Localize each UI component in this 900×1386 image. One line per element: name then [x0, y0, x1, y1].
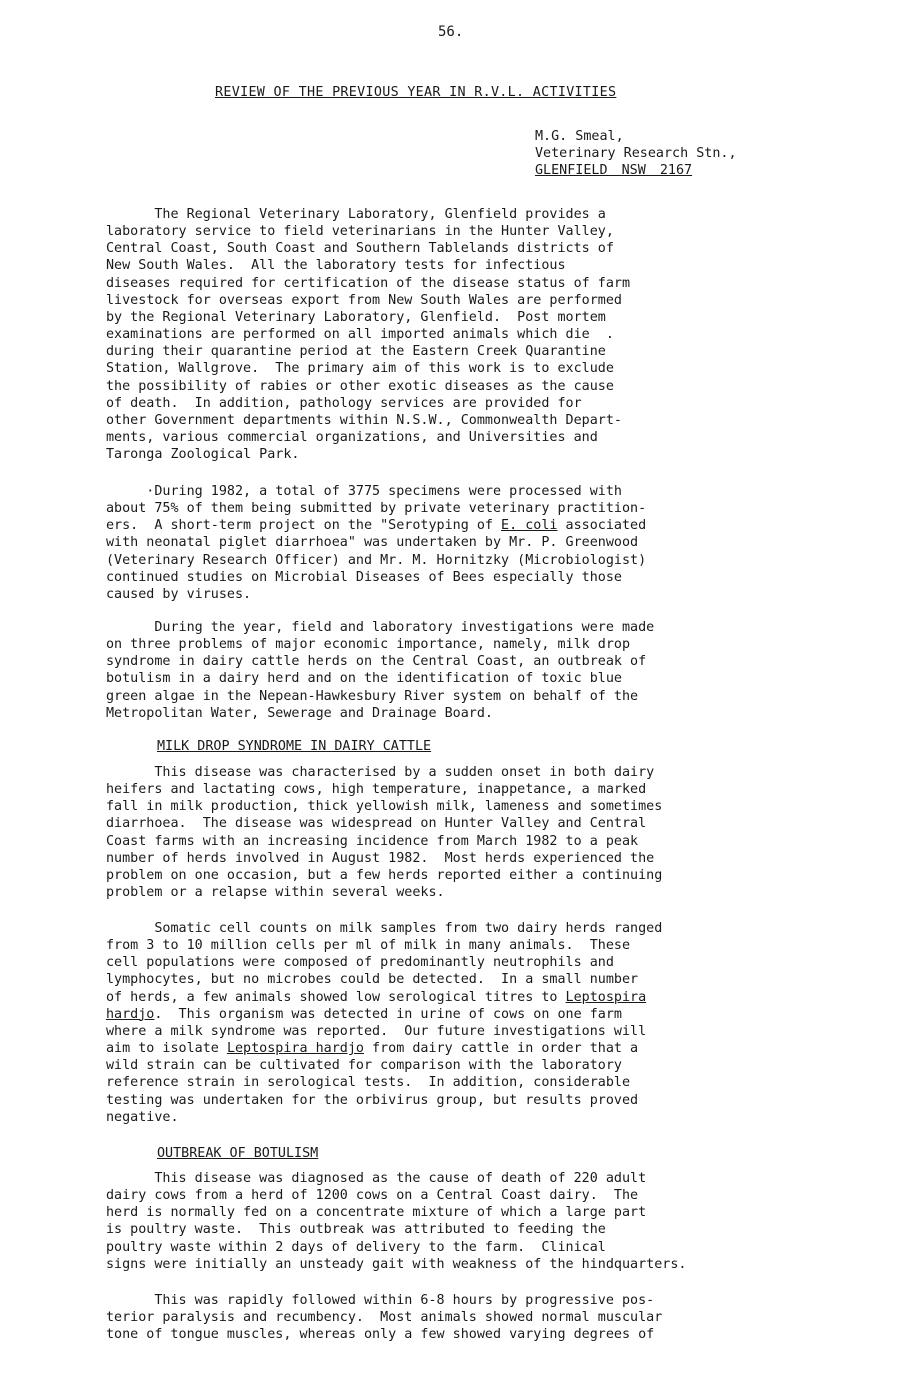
text-line: Somatic cell counts on milk samples from two dairy herds ranged	[106, 921, 663, 936]
text-line: laboratory service to field veterinarians in the Hunter Valley,	[106, 224, 614, 240]
text-line: ments, various commercial organizations, and Universities and	[106, 430, 598, 446]
text-line: where a milk syndrome was reported. Our future investigations will	[106, 1023, 647, 1039]
paragraph-botulism-description	[106, 1170, 806, 1273]
text-line: Station, Wallgrove. The primary aim of this work is to exclude	[106, 361, 614, 377]
heading-milk-drop-syndrome: MILK DROP SYNDROME IN DAIRY CATTLE	[157, 739, 432, 754]
paragraph-somatic-cell-counts	[106, 920, 806, 1126]
paragraph-botulism-clinical	[106, 1292, 806, 1343]
paragraph-specimens	[106, 483, 806, 603]
text-line: diseases required for certification of the disease status of farm	[106, 275, 631, 291]
text-line: of herds, a few animals showed low serological titres to Leptospira	[106, 989, 647, 1005]
text-line: other Government departments within N.S.W., Commonwealth Depart-	[106, 412, 622, 428]
text-line: New South Wales. All the laboratory tests for infectious	[106, 258, 566, 274]
text-line: wild strain can be cultivated for comparison with the laboratory	[106, 1058, 622, 1074]
text-line: This was rapidly followed within 6-8 hours by progressive pos-	[106, 1293, 655, 1308]
text-line: poultry waste within 2 days of delivery to the farm. Clinical	[106, 1239, 606, 1255]
text-line: terior paralysis and recumbency. Most animals showed normal muscular	[106, 1310, 663, 1326]
text-line: signs were initially an unsteady gait with weakness of the hindquarters.	[106, 1256, 687, 1272]
author-affiliation: Veterinary Research Stn.,	[535, 146, 737, 161]
text-line: from 3 to 10 million cells per ml of milk in many animals. These	[106, 938, 631, 954]
text-line: herd is normally fed on a concentrate mixture of which a large part	[106, 1205, 647, 1221]
text-line: lymphocytes, but no microbes could be detected. In a small number	[106, 972, 639, 988]
text-line: Metropolitan Water, Sewerage and Drainage Board.	[106, 705, 493, 721]
text-line: caused by viruses.	[106, 586, 252, 602]
text-line: This disease was characterised by a sudden onset in both dairy	[106, 765, 655, 780]
author-address: GLENFIELD NSW 2167	[535, 163, 693, 178]
author-block	[535, 128, 737, 179]
text-line: is poultry waste. This outbreak was attributed to feeding the	[106, 1222, 606, 1238]
text-line: on three problems of major economic importance, namely, milk drop	[106, 637, 631, 653]
paragraph-investigations	[106, 619, 806, 722]
text-line: examinations are performed on all imported animals which die .	[106, 327, 614, 343]
text-line: testing was undertaken for the orbivirus group, but results proved	[106, 1092, 639, 1108]
text-line: continued studies on Microbial Diseases of Bees especially those	[106, 569, 622, 585]
text-line: cell populations were composed of predominantly neutrophils and	[106, 955, 614, 971]
text-line: by the Regional Veterinary Laboratory, Glenfield. Post mortem	[106, 309, 606, 325]
text-line: number of herds involved in August 1982. Most herds experienced the	[106, 850, 655, 866]
text-line: livestock for overseas export from New South Wales are performed	[106, 292, 622, 308]
text-line: green algae in the Nepean-Hawkesbury River system on behalf of the	[106, 688, 639, 704]
text-line: fall in milk production, thick yellowish milk, lameness and sometimes	[106, 799, 663, 815]
text-line: Taronga Zoological Park.	[106, 447, 300, 463]
text-line: of death. In addition, pathology services are provided for	[106, 395, 582, 411]
text-line: problem or a relapse within several weeks.	[106, 885, 445, 901]
text-line: syndrome in dairy cattle herds on the Central Coast, an outbreak of	[106, 654, 647, 670]
text-line: reference strain in serological tests. In addition, considerable	[106, 1075, 631, 1091]
text-line: During the year, field and laboratory investigations were made	[106, 620, 655, 635]
text-line: Central Coast, South Coast and Southern Tablelands districts of	[106, 241, 614, 257]
text-line: problem on one occasion, but a few herds reported either a continuing	[106, 867, 663, 883]
text-line: aim to isolate Leptospira hardjo from dairy cattle in order that a	[106, 1041, 639, 1057]
text-line: the possibility of rabies or other exotic diseases as the cause	[106, 378, 614, 394]
text-line: (Veterinary Research Officer) and Mr. M. Hornitzky (Microbiologist)	[106, 552, 647, 568]
text-line: hardjo. This organism was detected in urine of cows on one farm	[106, 1006, 622, 1022]
page-number: 56.	[438, 24, 464, 40]
heading-botulism: OUTBREAK OF BOTULISM	[157, 1146, 319, 1161]
text-line: The Regional Veterinary Laboratory, Glenfield provides a	[106, 207, 606, 222]
text-line: botulism in a dairy herd and on the identification of toxic blue	[106, 671, 622, 687]
text-line: This disease was diagnosed as the cause of death of 220 adult	[106, 1171, 647, 1186]
text-line: dairy cows from a herd of 1200 cows on a Central Coast dairy. The	[106, 1188, 639, 1204]
document-title: REVIEW OF THE PREVIOUS YEAR IN R.V.L. ACTIVITIES	[215, 85, 617, 100]
text-line: Coast farms with an increasing incidence from March 1982 to a peak	[106, 833, 639, 849]
author-name: M.G. Smeal,	[535, 129, 624, 144]
text-line: ers. A short-term project on the "Serotyping of E. coli associated	[106, 518, 647, 534]
text-line: with neonatal piglet diarrhoea" was undertaken by Mr. P. Greenwood	[106, 535, 639, 551]
text-line: during their quarantine period at the Eastern Creek Quarantine	[106, 344, 606, 360]
text-line: heifers and lactating cows, high temperature, inappetance, a marked	[106, 782, 647, 798]
text-line: ·During 1982, a total of 3775 specimens were processed with	[106, 484, 622, 499]
text-line: negative.	[106, 1109, 179, 1125]
paragraph-milk-drop-description	[106, 764, 806, 901]
paragraph-introduction	[106, 206, 806, 463]
text-line: about 75% of them being submitted by private veterinary practition-	[106, 501, 647, 517]
text-line: tone of tongue muscles, whereas only a few showed varying degrees of	[106, 1327, 655, 1343]
text-line: diarrhoea. The disease was widespread on Hunter Valley and Central	[106, 816, 647, 832]
